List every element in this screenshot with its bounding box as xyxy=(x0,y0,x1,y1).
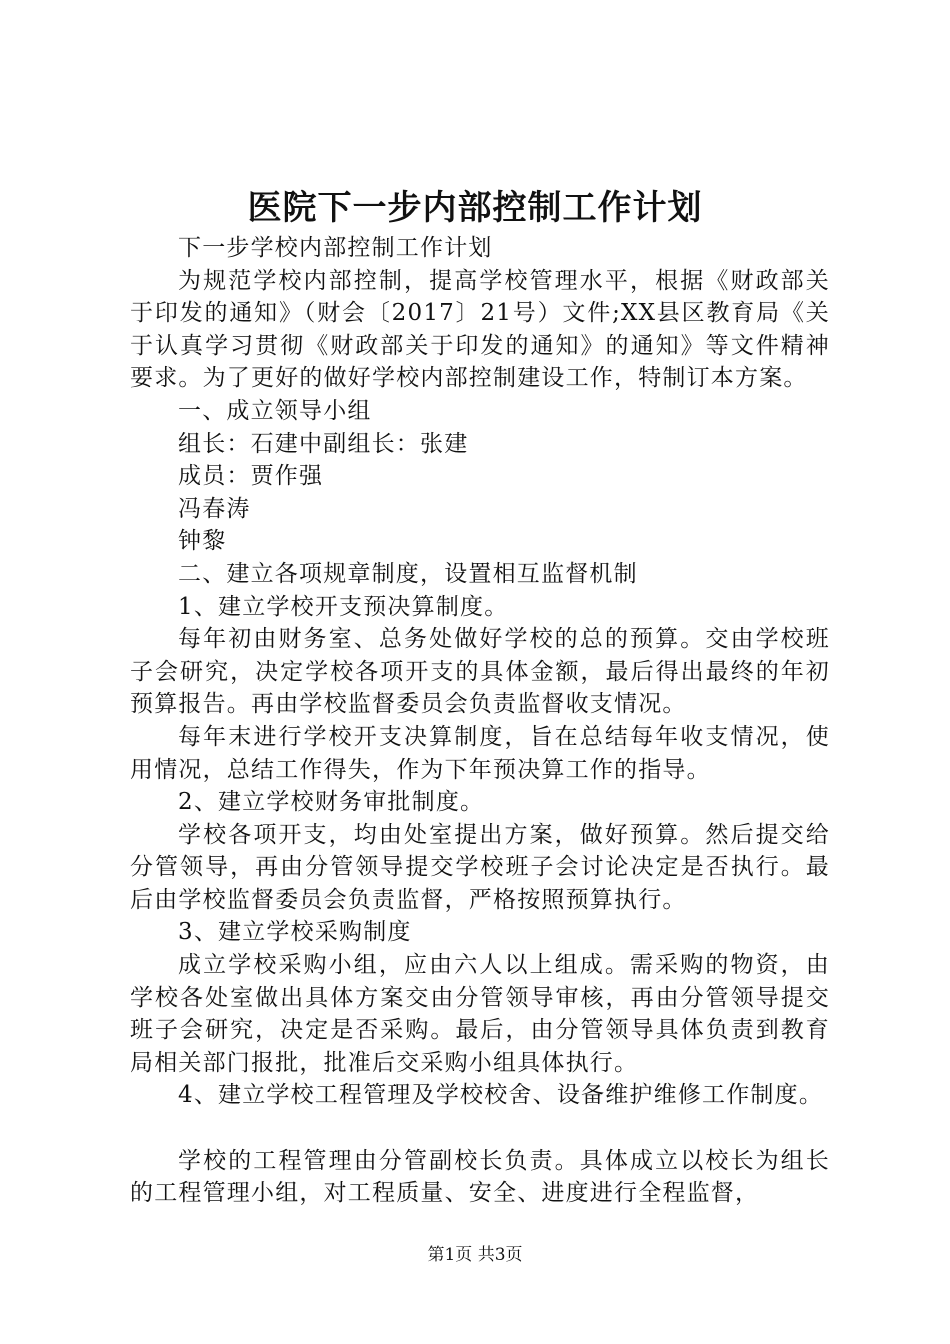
paragraph-member-zhong: 钟黎 xyxy=(178,528,227,555)
paragraph-engineering: 学校的工程管理由分管副校长负责。具体成立以校长为组长的工程管理小组，对工程质量、安全、进度进行全程监督， xyxy=(130,1147,830,1207)
paragraph-approval: 学校各项开支，均由处室提出方案，做好预算。然后提交给分管领导，再由分管领导提交学校班子会讨论决定是否执行。最后由学校监督委员会负责监督，严格按照预算执行。 xyxy=(130,821,830,913)
paragraph-leaders: 组长：石建中副组长：张建 xyxy=(178,430,469,457)
paragraph-budget: 每年初由财务室、总务处做好学校的总的预算。交由学校班子会研究，决定学校各项开支的具体金额，最后得出最终的年初预算报告。再由学校监督委员会负责监督收支情况。 xyxy=(130,626,830,718)
paragraph-members: 成员：贾作强 xyxy=(178,463,324,490)
paragraph-intro: 为规范学校内部控制，提高学校管理水平，根据《财政部关于印发的通知》（财会〔2017〕21号）文件;XX县区教育局《关于认真学习贯彻《财政部关于印发的通知》的通知》等文件精神要求。为了更好的做好学校内部控制建设工作，特制订本方案。 xyxy=(130,267,830,392)
subsection-heading-3: 3、建立学校采购制度 xyxy=(178,919,412,946)
document-title: 医院下一步内部控制工作计划 xyxy=(247,188,703,228)
page-footer: 第1页 共3页 xyxy=(427,1245,523,1265)
subsection-heading-4: 4、建立学校工程管理及学校校舍、设备维护维修工作制度。 xyxy=(178,1082,824,1109)
paragraph-procurement: 成立学校采购小组，应由六人以上组成。需采购的物资，由学校各处室做出具体方案交由分管领导审核，再由分管领导提交班子会研究，决定是否采购。最后，由分管领导具体负责到教育局相关部门报批，批准后交采购小组具体执行。 xyxy=(130,952,830,1076)
paragraph-spacer xyxy=(130,1112,830,1145)
section-heading-2: 二、建立各项规章制度，设置相互监督机制 xyxy=(178,560,638,587)
document-body xyxy=(130,232,830,1210)
paragraph-member-feng: 冯春涛 xyxy=(178,495,251,522)
paragraph-final-accounts: 每年末进行学校开支决算制度，旨在总结每年收支情况，使用情况，总结工作得失，作为下年预决算工作的指导。 xyxy=(130,723,830,783)
section-heading-1: 一、成立领导小组 xyxy=(178,397,372,424)
subsection-heading-1: 1、建立学校开支预决算制度。 xyxy=(178,593,509,620)
paragraph-subtitle: 下一步学校内部控制工作计划 xyxy=(178,235,493,261)
subsection-heading-2: 2、建立学校财务审批制度。 xyxy=(178,789,485,816)
